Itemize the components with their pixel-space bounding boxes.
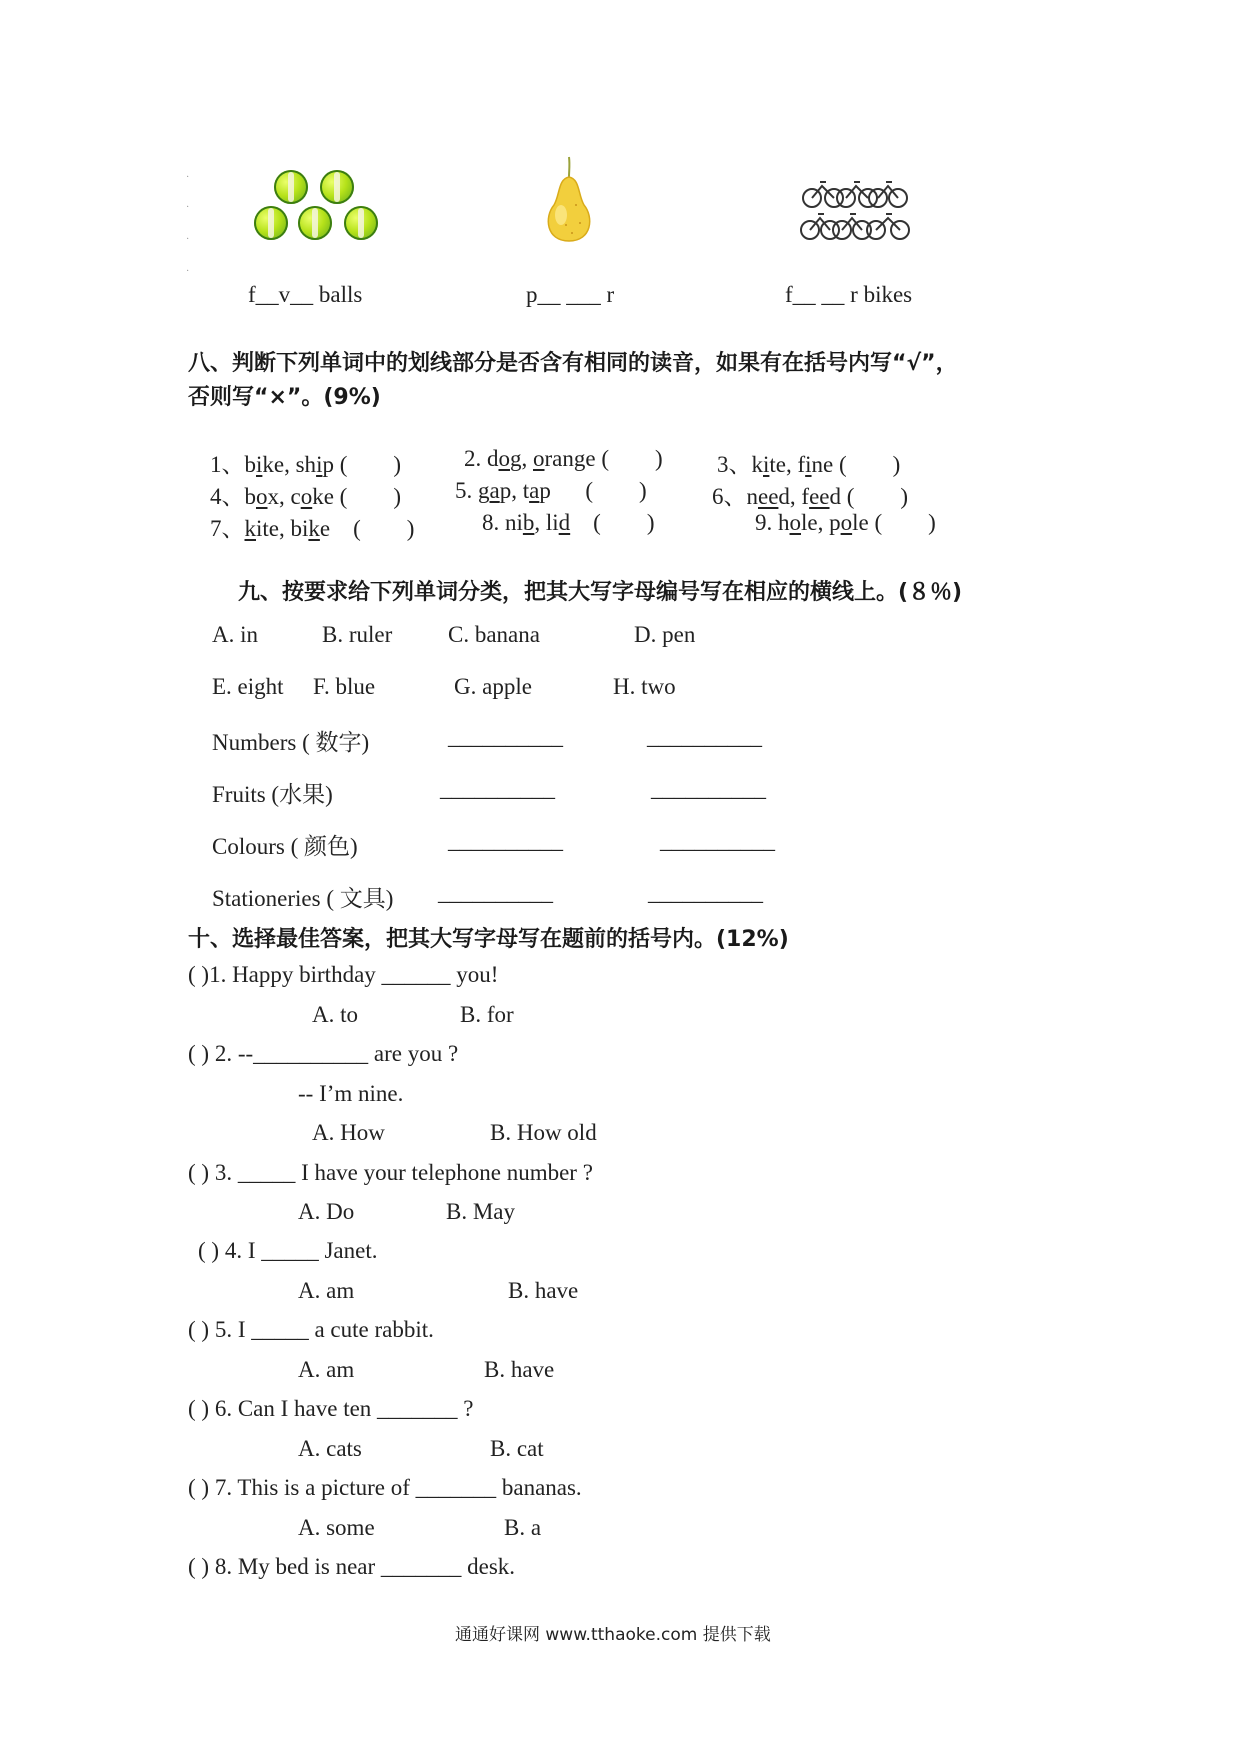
phonics-item-4: 4、box, coke ( ) bbox=[210, 484, 401, 509]
category-label-colours: Colours ( 颜色) bbox=[212, 834, 358, 859]
category-blank-1[interactable]: __________ bbox=[448, 828, 563, 853]
page-footer: 通通好课网 www.tthaoke.com 提供下载 bbox=[455, 1625, 771, 1645]
phonics-item-2: 2. dog, orange ( ) bbox=[464, 446, 663, 471]
word-option-b: B. ruler bbox=[322, 622, 393, 647]
section-8-heading-line1: 八、判断下列单词中的划线部分是否含有相同的读音，如果有在括号内写“√”， bbox=[188, 351, 958, 376]
question-5: ( ) 5. I _____ a cute rabbit. bbox=[188, 1317, 434, 1342]
category-label-numbers: Numbers ( 数字) bbox=[212, 730, 370, 755]
bikes-caption: f__ __ r bikes bbox=[785, 282, 913, 307]
category-blank-1[interactable]: __________ bbox=[440, 776, 555, 801]
q6-option-b: B. cat bbox=[490, 1436, 544, 1461]
q3-option-b: B. May bbox=[446, 1199, 515, 1224]
phonics-item-6: 6、need, feed ( ) bbox=[712, 484, 909, 509]
margin-dot: · bbox=[186, 234, 190, 245]
bikes-image bbox=[800, 172, 920, 244]
q4-option-b: B. have bbox=[508, 1278, 579, 1303]
category-blank-2[interactable]: __________ bbox=[651, 776, 766, 801]
word-option-c: C. banana bbox=[448, 622, 540, 647]
word-option-e: E. eight bbox=[212, 674, 284, 699]
category-label-fruits: Fruits (水果) bbox=[212, 782, 333, 807]
word-option-f: F. blue bbox=[313, 674, 376, 699]
q2-option-a: A. How bbox=[312, 1120, 385, 1145]
q2-option-b: B. How old bbox=[490, 1120, 597, 1145]
q6-option-a: A. cats bbox=[298, 1436, 362, 1461]
q1-option-b: B. for bbox=[460, 1002, 514, 1027]
category-label-stationeries: Stationeries ( 文具) bbox=[212, 886, 394, 911]
section-10-heading: 十、选择最佳答案，把其大写字母写在题前的括号内。(12%) bbox=[188, 927, 789, 952]
category-blank-1[interactable]: __________ bbox=[438, 880, 553, 905]
q4-option-a: A. am bbox=[298, 1278, 355, 1303]
phonics-item-9: 9. hole, pole ( ) bbox=[755, 510, 936, 535]
word-option-g: G. apple bbox=[454, 674, 532, 699]
category-blank-2[interactable]: __________ bbox=[648, 880, 763, 905]
q7-option-a: A. some bbox=[298, 1515, 375, 1540]
q7-option-b: B. a bbox=[504, 1515, 542, 1540]
margin-dot: · bbox=[186, 266, 190, 277]
question-2: ( ) 2. --__________ are you ? bbox=[188, 1041, 459, 1066]
phonics-item-1: 1、bike, ship ( ) bbox=[210, 452, 402, 477]
margin-dot: · bbox=[186, 172, 190, 183]
phonics-item-8: 8. nib, lid ( ) bbox=[482, 510, 655, 535]
margin-dot: · bbox=[186, 202, 190, 213]
balls-image bbox=[254, 170, 384, 242]
q1-option-a: A. to bbox=[312, 1002, 358, 1027]
category-blank-2[interactable]: __________ bbox=[647, 724, 762, 749]
word-option-d: D. pen bbox=[634, 622, 696, 647]
pear-caption: p__ ___ r bbox=[526, 282, 615, 307]
section-9-heading: 九、按要求给下列单词分类，把其大写字母编号写在相应的横线上。(８％) bbox=[238, 580, 963, 605]
question-4: ( ) 4. I _____ Janet. bbox=[198, 1238, 378, 1263]
q5-option-a: A. am bbox=[298, 1357, 355, 1382]
question-3: ( ) 3. _____ I have your telephone number ? bbox=[188, 1160, 593, 1185]
q3-option-a: A. Do bbox=[298, 1199, 355, 1224]
phonics-item-3: 3、kite, fine ( ) bbox=[717, 452, 901, 477]
question-7: ( ) 7. This is a picture of _______ bananas. bbox=[188, 1475, 582, 1500]
question-6: ( ) 6. Can I have ten _______ ? bbox=[188, 1396, 474, 1421]
q2-response-line: -- I’m nine. bbox=[298, 1081, 404, 1106]
question-8: ( ) 8. My bed is near _______ desk. bbox=[188, 1554, 516, 1579]
word-option-a: A. in bbox=[212, 622, 258, 647]
phonics-item-7: 7、kite, bike ( ) bbox=[210, 516, 415, 541]
balls-caption: f__v__ balls bbox=[248, 282, 363, 307]
question-1: ( )1. Happy birthday ______ you! bbox=[188, 962, 499, 987]
q5-option-b: B. have bbox=[484, 1357, 555, 1382]
pear-image bbox=[536, 155, 602, 245]
section-8-heading-line2: 否则写“×”。(9%) bbox=[188, 385, 381, 410]
word-option-h: H. two bbox=[613, 674, 676, 699]
category-blank-2[interactable]: __________ bbox=[660, 828, 775, 853]
category-blank-1[interactable]: __________ bbox=[448, 724, 563, 749]
phonics-item-5: 5. gap, tap ( ) bbox=[455, 478, 647, 503]
